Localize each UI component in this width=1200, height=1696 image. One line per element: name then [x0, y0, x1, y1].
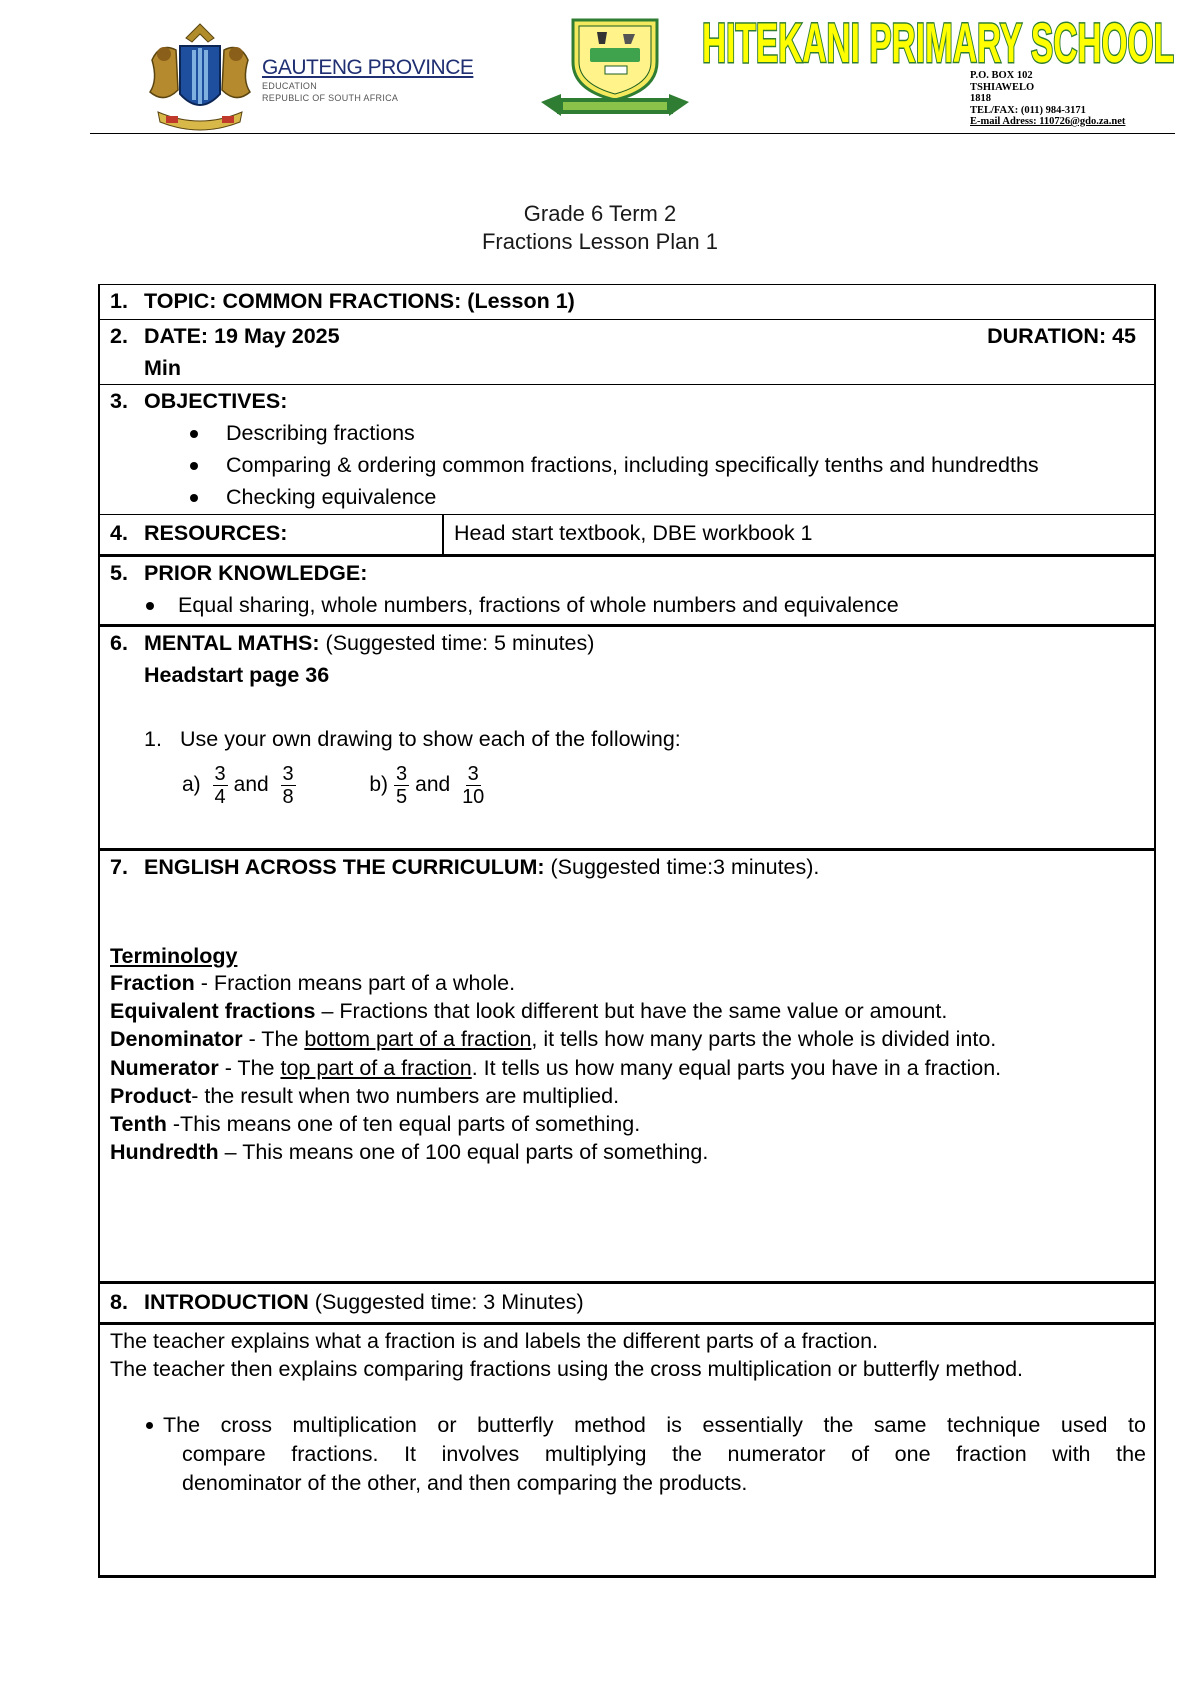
intro-bullet: The cross multiplication or butterfly method is essentially the same technique used to compare fractions. It involves multiplying the numerator of one fraction with the denominator of the other, and then comparing the products.: [146, 1411, 1146, 1498]
fraction: $\frac{3}{8}$: [282, 762, 294, 808]
prior-knowledge-item: Equal sharing, whole numbers, fractions of whole numbers and equivalence: [146, 589, 899, 621]
gauteng-education-logo-text: [262, 56, 473, 104]
bullet-icon: [190, 430, 198, 438]
bullet-icon: [190, 462, 198, 470]
header-divider: [90, 133, 1175, 134]
school-address: [970, 70, 1125, 128]
mental-maths-label: MENTAL MATHS:: [144, 631, 320, 655]
introduction-body: [98, 1322, 1156, 1578]
english-time: (Suggested time:3 minutes).: [544, 855, 820, 879]
mental-maths-row: 6. MENTAL MATHS: (Suggested time: 5 minutes) Headstart page 36 1. Use your own drawing to show each of the following: a) $\frac{3}{4}$ and $\frac{3}{8}$ b) $\frac{3}{5}$ and $\frac{3}{10}$: [98, 624, 1156, 848]
terminology-list: [110, 969, 1001, 1166]
objective-item: Describing fractions: [190, 417, 415, 449]
dept-name: EDUCATION: [262, 81, 318, 91]
fraction: $\frac{3}{10}$: [462, 762, 485, 808]
topic-label: TOPIC: COMMON FRACTIONS: [144, 289, 455, 313]
school-name-text: HITEKANI PRIMARY SCHOOL: [702, 11, 1174, 74]
address-line: TSHIAWELO: [970, 81, 1035, 93]
school-email: E-mail Adress: 110726@gdo.za.net: [970, 116, 1126, 127]
objective-item: Comparing & ordering common fractions, including specifically tenths and hundredths: [190, 449, 1039, 481]
bullet-icon: [146, 602, 154, 610]
fraction: $\frac{3}{4}$: [214, 762, 226, 808]
title-line2: Fractions Lesson Plan 1: [481, 229, 719, 254]
objectives-label: OBJECTIVES:: [144, 389, 288, 413]
bullet-icon: [190, 494, 198, 502]
resources-label: RESOURCES:: [144, 521, 288, 545]
mental-maths-fractions: a) $\frac{3}{4}$ and $\frac{3}{8}$ b) $\frac{3}{5}$ and $\frac{3}{10}$: [182, 762, 485, 808]
country-name: REPUBLIC OF SOUTH AFRICA: [262, 93, 399, 103]
objectives-row: 3. OBJECTIVES: Describing fractions Comparing & ordering common fractions, including specifically tenths and hundredths Checking equivalence: [98, 384, 1156, 514]
english-across-curriculum-row: 7. ENGLISH ACROSS THE CURRICULUM: (Suggested time:3 minutes). Terminology Fraction - Fraction means part of a whole. Equivalent fractions – Fractions that look different but have the same value or amount. Denominator - The bottom part of a fraction, it tells how many parts the whole is divided into. Numerator - The top part of a fraction. It tells us how many equal parts you have in a fraction. Product- the result when two numbers are multiplied. Tenth -This means one of ten equal parts of something. Hundredth – This means one of 100 equal parts of something.: [98, 848, 1156, 1281]
introduction-label: INTRODUCTION: [144, 1290, 309, 1314]
term-item: Hundredth – This means one of 100 equal parts of something.: [110, 1140, 709, 1165]
intro-line: The teacher then explains comparing fractions using the cross multiplication or butterfly method.: [110, 1357, 1024, 1382]
term-item: Numerator - The top part of a fraction. It tells us how many equal parts you have in a fraction.: [110, 1055, 1002, 1080]
mental-maths-question: 1. Use your own drawing to show each of the following:: [144, 727, 681, 751]
introduction-row: 8. INTRODUCTION (Suggested time: 3 Minutes): [98, 1281, 1156, 1322]
title-line1: Grade 6 Term 2: [523, 201, 677, 226]
date-row: 2. DATE: 19 May 2025 DURATION: 45 Min: [98, 319, 1156, 384]
province-name: GAUTENG PROVINCE: [262, 56, 474, 79]
gauteng-coat-of-arms-logo: [140, 20, 260, 132]
topic-row: 1. TOPIC: COMMON FRACTIONS: (Lesson 1): [98, 284, 1156, 319]
prior-knowledge-label: PRIOR KNOWLEDGE:: [144, 561, 368, 585]
address-line: P.O. BOX 102: [970, 70, 1033, 81]
address-line: 1818: [970, 93, 991, 104]
resources-row: 4. RESOURCES: Head start textbook, DBE workbook 1: [98, 514, 1156, 554]
mental-maths-reference: Headstart page 36: [144, 663, 330, 687]
school-badge-logo: [535, 14, 695, 119]
topic-lesson: : (Lesson 1): [454, 289, 575, 313]
prior-knowledge-row: 5. PRIOR KNOWLEDGE: Equal sharing, whole numbers, fractions of whole numbers and equivalence: [98, 554, 1156, 624]
duration-unit: Min: [144, 356, 182, 380]
terminology-heading: Terminology: [110, 944, 238, 968]
lesson-duration: DURATION: 45: [987, 324, 1136, 348]
resources-cell-divider: [442, 515, 444, 555]
address-line: TEL/FAX: (011) 984-3171: [970, 104, 1086, 116]
term-item: Fraction - Fraction means part of a whole.: [110, 971, 516, 995]
term-item: Product- the result when two numbers are multiplied.: [110, 1083, 620, 1108]
fraction: $\frac{3}{5}$: [396, 762, 408, 808]
introduction-time: (Suggested time: 3 Minutes): [308, 1290, 584, 1314]
intro-line: The teacher explains what a fraction is and labels the different parts of a fraction.: [110, 1329, 879, 1353]
mental-maths-time: (Suggested time: 5 minutes): [319, 631, 595, 655]
term-item: Equivalent fractions – Fractions that look different but have the same value or amount.: [110, 999, 948, 1024]
school-name-banner: [698, 8, 1178, 76]
lesson-date: DATE: 19 May 2025: [144, 324, 340, 348]
document-title: [0, 200, 1200, 256]
term-item: Tenth -This means one of ten equal parts of something.: [110, 1112, 641, 1137]
bullet-icon: [146, 1422, 153, 1429]
english-label: ENGLISH ACROSS THE CURRICULUM:: [144, 855, 545, 879]
resources-value: Head start textbook, DBE workbook 1: [454, 521, 813, 545]
term-item: Denominator - The bottom part of a fraction, it tells how many parts the whole is divided into.: [110, 1027, 997, 1052]
objective-item: Checking equivalence: [190, 481, 436, 513]
